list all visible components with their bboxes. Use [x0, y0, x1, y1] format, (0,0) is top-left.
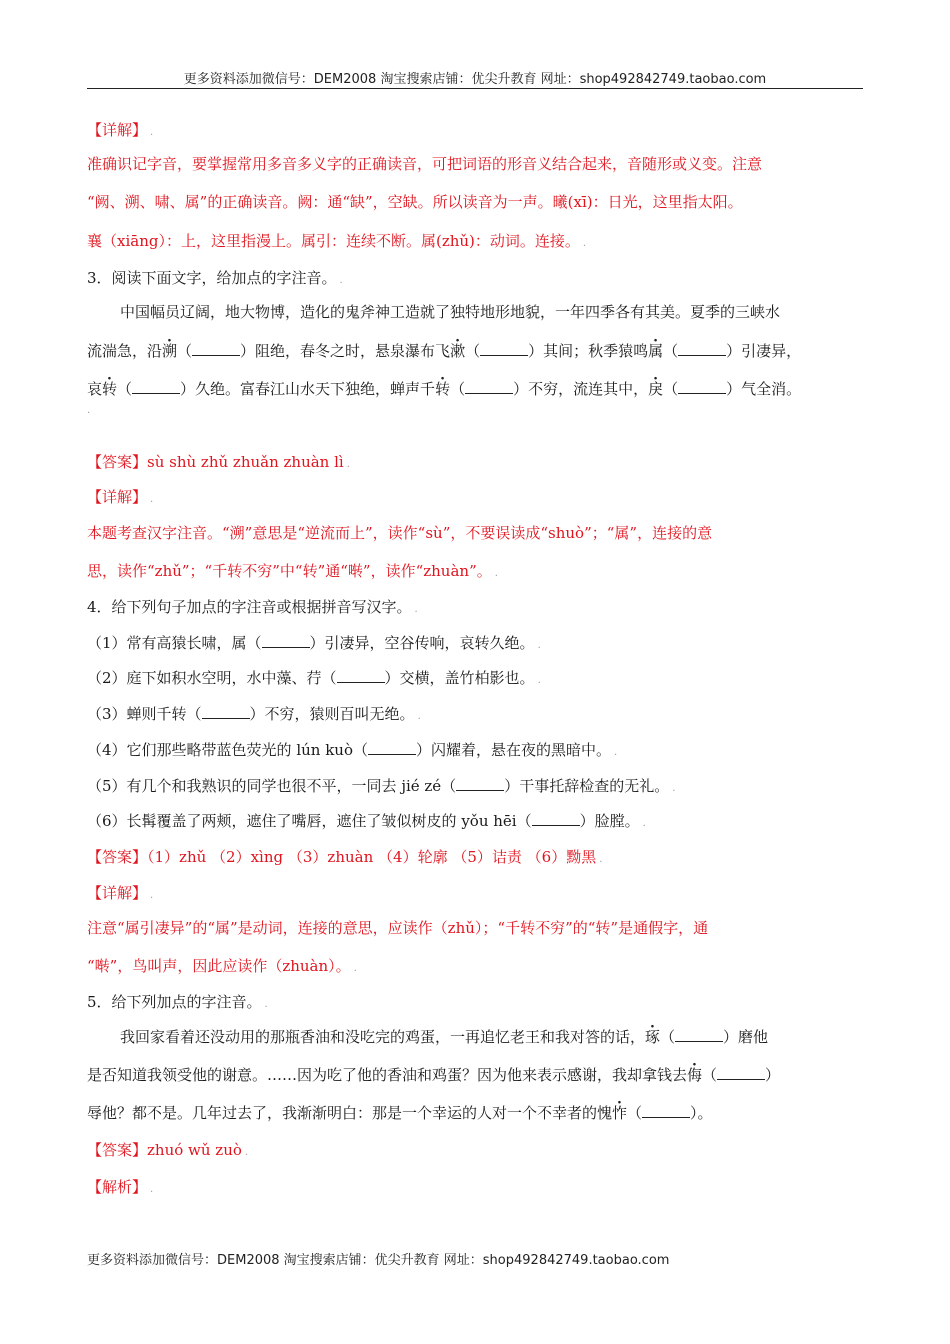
answer-blank[interactable]	[337, 670, 385, 683]
analysis-tag: 【解析】 .	[87, 1178, 154, 1196]
answer-blank[interactable]	[192, 343, 240, 356]
question-stem: 5．给下列加点的字注音。 .	[87, 993, 268, 1011]
question-item: （5）有几个和我熟识的同学也很不平，一同去 jié zé（ ）干事托辞检查的无礼。 .	[87, 777, 676, 795]
passage-line: 流湍急，沿溯（ ）阻绝，春冬之时，悬泉瀑布飞漱（ ）其间；秋季猿鸣属（ ）引凄异，	[87, 342, 802, 360]
answer-blank[interactable]	[465, 381, 513, 394]
answer-blank[interactable]	[678, 381, 726, 394]
passage-line: 中国幅员辽阔，地大物博，造化的鬼斧神工造就了独特地形地貌，一年四季各有其美。夏季的三峡水	[120, 303, 781, 321]
explanation-line: “啭”，鸟叫声，因此应读作（zhuàn）。 .	[87, 957, 357, 975]
explanation-line: 准确识记字音，要掌握常用多音多义字的正确读音，可把词语的形音义结合起来，音随形或义变。注意	[87, 155, 763, 173]
question-stem: 3．阅读下面文字，给加点的字注音。 .	[87, 269, 343, 287]
explanation-line: 思，读作“zhǔ”；“千转不穷”中“转”通“啭”，读作“zhuàn”。 .	[87, 562, 498, 580]
header-rule	[87, 88, 863, 89]
question-item: （2）庭下如积水空明，水中藻、荇（ ）交横，盖竹柏影也。 .	[87, 669, 541, 687]
answer-line: 【答案】sù shù zhǔ zhuǎn zhuàn lì .	[87, 453, 350, 471]
passage-line: 辱他？都不是。几年过去了，我渐渐明白：那是一个幸运的人对一个不幸者的愧怍（ ）。	[87, 1104, 713, 1122]
explanation-line: 襄（xiāng）：上，这里指漫上。属引：连续不断。属(zhǔ)：动词。连接。 .	[87, 232, 587, 250]
explanation-line: “阙、溯、啸、属”的正确读音。阙：通“缺”，空缺。所以读音为一声。曦(xī)：日光，这里指太阳。	[87, 193, 743, 211]
detail-tag: 【详解】 .	[87, 884, 154, 902]
answer-blank[interactable]	[368, 742, 416, 755]
question-stem: 4．给下列句子加点的字注音或根据拼音写汉字。 .	[87, 598, 418, 616]
answer-blank[interactable]	[132, 381, 180, 394]
passage-line: 哀转（ ）久绝。富春江山水天下独绝，蝉声千转（ ）不穷，流连其中，戾（ ）气全消。	[87, 380, 802, 398]
question-item: （6）长髯覆盖了两颊，遮住了嘴唇，遮住了皱似树皮的 yǒu hēi（ ）脸膛。 .	[87, 812, 646, 830]
explanation-line: 注意“属引凄异”的“属”是动词，连接的意思，应读作（zhǔ）；“千转不穷”的“转”是通假字，通	[87, 919, 709, 937]
answer-blank[interactable]	[675, 1029, 723, 1042]
question-item: （4）它们那些略带蓝色荧光的 lún kuò（ ）闪耀着，悬在夜的黑暗中。 .	[87, 741, 618, 759]
paragraph-mark: .	[87, 405, 91, 416]
question-item: （1）常有高猿长啸，属（ ）引凄异，空谷传响，哀转久绝。 .	[87, 634, 541, 652]
passage-line: 是否知道我领受他的谢意。……因为吃了他的香油和鸡蛋？因为他来表示感谢，我却拿钱去侮（ ）	[87, 1066, 781, 1084]
explanation-line: 本题考查汉字注音。“溯”意思是“逆流而上”，读作“sù”，不要误读成“shuò”；“属”，连接的意	[87, 524, 713, 542]
answer-blank[interactable]	[202, 706, 250, 719]
answer-line: 【答案】zhuó wǔ zuò .	[87, 1141, 249, 1159]
answer-blank[interactable]	[532, 813, 580, 826]
question-item: （3）蝉则千转（ ）不穷，猿则百叫无绝。 .	[87, 705, 421, 723]
detail-tag: 【详解】 .	[87, 121, 154, 139]
passage-line: 我回家看着还没动用的那瓶香油和没吃完的鸡蛋，一再追忆老王和我对答的话，琢（ ）磨他	[120, 1028, 769, 1046]
page-header: 更多资料添加微信号：DEM2008 淘宝搜索店铺：优尖升教育 网址：shop492842749.taobao.com	[183, 72, 767, 87]
detail-tag: 【详解】 .	[87, 488, 154, 506]
answer-blank[interactable]	[717, 1067, 765, 1080]
answer-blank[interactable]	[480, 343, 528, 356]
answer-blank[interactable]	[642, 1105, 690, 1118]
page-footer: 更多资料添加微信号：DEM2008 淘宝搜索店铺：优尖升教育 网址：shop492842749.taobao.com	[87, 1253, 670, 1268]
answer-blank[interactable]	[678, 343, 726, 356]
answer-line: 【答案】（1）zhǔ （2）xìng （3）zhuàn （4）轮廓 （5）诘责 （6）黝黑 .	[87, 848, 603, 866]
answer-blank[interactable]	[456, 778, 504, 791]
answer-blank[interactable]	[262, 635, 310, 648]
